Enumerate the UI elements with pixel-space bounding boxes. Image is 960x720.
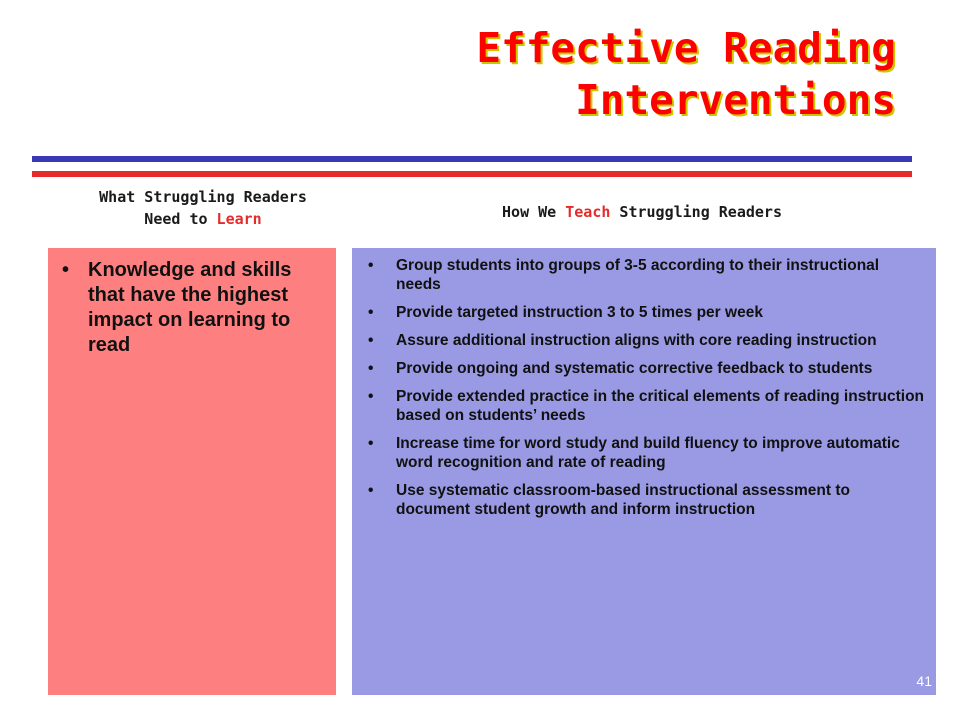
left-heading-line-2: [48, 208, 358, 230]
teach-bullet: • Assure additional instruction aligns with core reading instruction: [366, 331, 926, 350]
teach-panel: [352, 248, 936, 695]
right-heading-prefix: How We: [502, 203, 566, 221]
divider-red: [32, 171, 912, 177]
teach-bullet: • Use systematic classroom-based instructional assessment to document student growth and inform instruction: [366, 481, 926, 519]
learn-bullet-list: [60, 258, 330, 358]
left-heading-accent: Learn: [216, 210, 262, 228]
right-heading-suffix: Struggling Readers: [610, 203, 782, 221]
slide-title-line-1: Effective Reading: [476, 24, 896, 72]
teach-bullet-list: [366, 256, 926, 528]
teach-bullet: • Provide targeted instruction 3 to 5 times per week: [366, 303, 926, 322]
teach-bullet: • Provide ongoing and systematic corrective feedback to students: [366, 359, 926, 378]
left-heading-line-1: What Struggling Readers: [99, 188, 307, 206]
right-heading-accent: Teach: [565, 203, 611, 221]
teach-bullet: • Increase time for word study and build fluency to improve automatic word recognition and rate of reading: [366, 434, 926, 472]
learn-panel: [48, 248, 336, 695]
teach-bullet: • Group students into groups of 3-5 according to their instructional needs: [366, 256, 926, 294]
left-column-heading: [48, 186, 358, 230]
right-column-heading: [352, 201, 932, 223]
slide-title-line-2: Interventions: [575, 76, 896, 124]
learn-bullet: • Knowledge and skills that have the highest impact on learning to read: [60, 258, 330, 358]
left-heading-prefix: Need to: [144, 210, 217, 228]
page-number: 41: [916, 673, 932, 689]
divider-blue: [32, 156, 912, 162]
teach-bullet: • Provide extended practice in the critical elements of reading instruction based on students’ needs: [366, 387, 926, 425]
slide-title: [196, 22, 896, 126]
